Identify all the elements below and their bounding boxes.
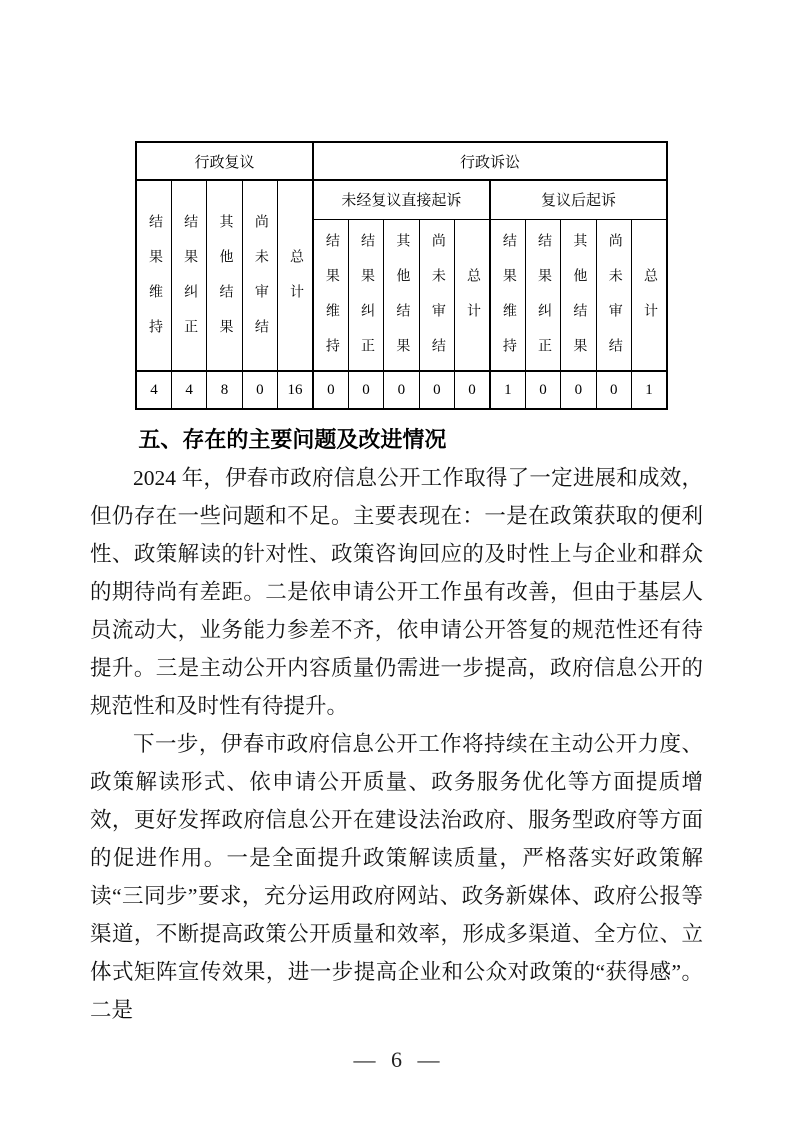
table-value: 0 (596, 371, 631, 409)
table-value: 1 (631, 371, 667, 409)
subgroup-header-direct-lawsuit: 未经复议直接起诉 (313, 180, 490, 219)
paragraph-next-steps: 下一步，伊春市政府信息公开工作将持续在主动公开力度、政策解读形式、依申请公开质量、政务服务优化等方面提质增效，更好发挥政府信息公开在建设法治政府、服务型政府等方面的促进作用。一是全面提升政策解读质量，严格落实好政策解读“三同步”要求，充分运用政府网站、政务新媒体、政府公报等渠道，不断提高政策公开质量和效率，形成多渠道、全方位、立体式矩阵宣传效果，进一步提高企业和公众对政策的“获得感”。二是 (90, 732, 703, 1022)
table-value: 0 (561, 371, 596, 409)
table-value: 4 (136, 371, 171, 409)
table-value: 8 (207, 371, 242, 409)
column-header-label: 其他结果 (217, 213, 233, 354)
table-value: 1 (490, 371, 525, 409)
section-heading: 五、存在的主要问题及改进情况 (138, 427, 447, 452)
column-header-result-corrected (171, 180, 206, 371)
table-value: 0 (384, 371, 419, 409)
table-value: 0 (419, 371, 454, 409)
column-header-total (631, 219, 667, 371)
subgroup-header-lawsuit-after-reconsideration: 复议后起诉 (490, 180, 667, 219)
column-header-pending (596, 219, 631, 371)
column-header-other-result (384, 219, 419, 371)
paragraph-problems: 2024 年，伊春市政府信息公开工作取得了一定进展和成效，但仍存在一些问题和不足。主要表现在：一是在政策获取的便利性、政策解读的针对性、政策咨询回应的及时性上与企业和群众的期待尚有差距。二是依申请公开工作虽有改善，但由于基层人员流动大，业务能力参差不齐，依申请公开答复的规范性还有待提升。三是主动公开内容质量仍需进一步提高，政府信息公开的规范性和及时性有待提升。 (90, 466, 703, 718)
column-header-label: 尚未审结 (429, 232, 445, 373)
statistics-table (135, 141, 668, 410)
column-header-other-result (207, 180, 242, 371)
column-header-label: 总计 (288, 248, 303, 319)
column-header-label: 结果纠正 (182, 213, 198, 354)
table-value: 0 (525, 371, 560, 409)
table-value: 0 (242, 371, 277, 409)
column-header-label: 结果维持 (323, 232, 339, 373)
column-header-result-upheld (490, 219, 525, 371)
table-value: 0 (455, 371, 490, 409)
column-header-label: 总计 (641, 267, 657, 338)
column-header-result-upheld (136, 180, 171, 371)
group-header-administrative-reconsideration: 行政复议 (136, 142, 313, 180)
column-header-result-upheld (313, 219, 348, 371)
column-header-pending (419, 219, 454, 371)
column-header-pending (242, 180, 277, 371)
table-value: 0 (348, 371, 383, 409)
column-header-result-corrected (348, 219, 383, 371)
column-header-other-result (561, 219, 596, 371)
column-header-label: 其他结果 (394, 232, 410, 373)
column-header-label: 其他结果 (571, 232, 587, 373)
column-header-label: 尚未审结 (606, 232, 622, 373)
group-header-administrative-litigation: 行政诉讼 (313, 142, 667, 180)
document-body (90, 421, 703, 1029)
column-header-label: 总计 (464, 267, 480, 338)
column-header-label: 结果纠正 (359, 232, 375, 373)
page-number: — 6 — (353, 1047, 440, 1072)
column-header-total (455, 219, 490, 371)
column-header-total (278, 180, 313, 371)
column-header-label: 结果维持 (146, 213, 162, 354)
column-header-label: 结果纠正 (535, 232, 551, 373)
table-value: 0 (313, 371, 348, 409)
column-header-label: 结果维持 (500, 232, 516, 373)
column-header-result-corrected (525, 219, 560, 371)
table-value: 4 (171, 371, 206, 409)
table-value: 16 (278, 371, 313, 409)
column-header-label: 尚未审结 (252, 213, 268, 354)
